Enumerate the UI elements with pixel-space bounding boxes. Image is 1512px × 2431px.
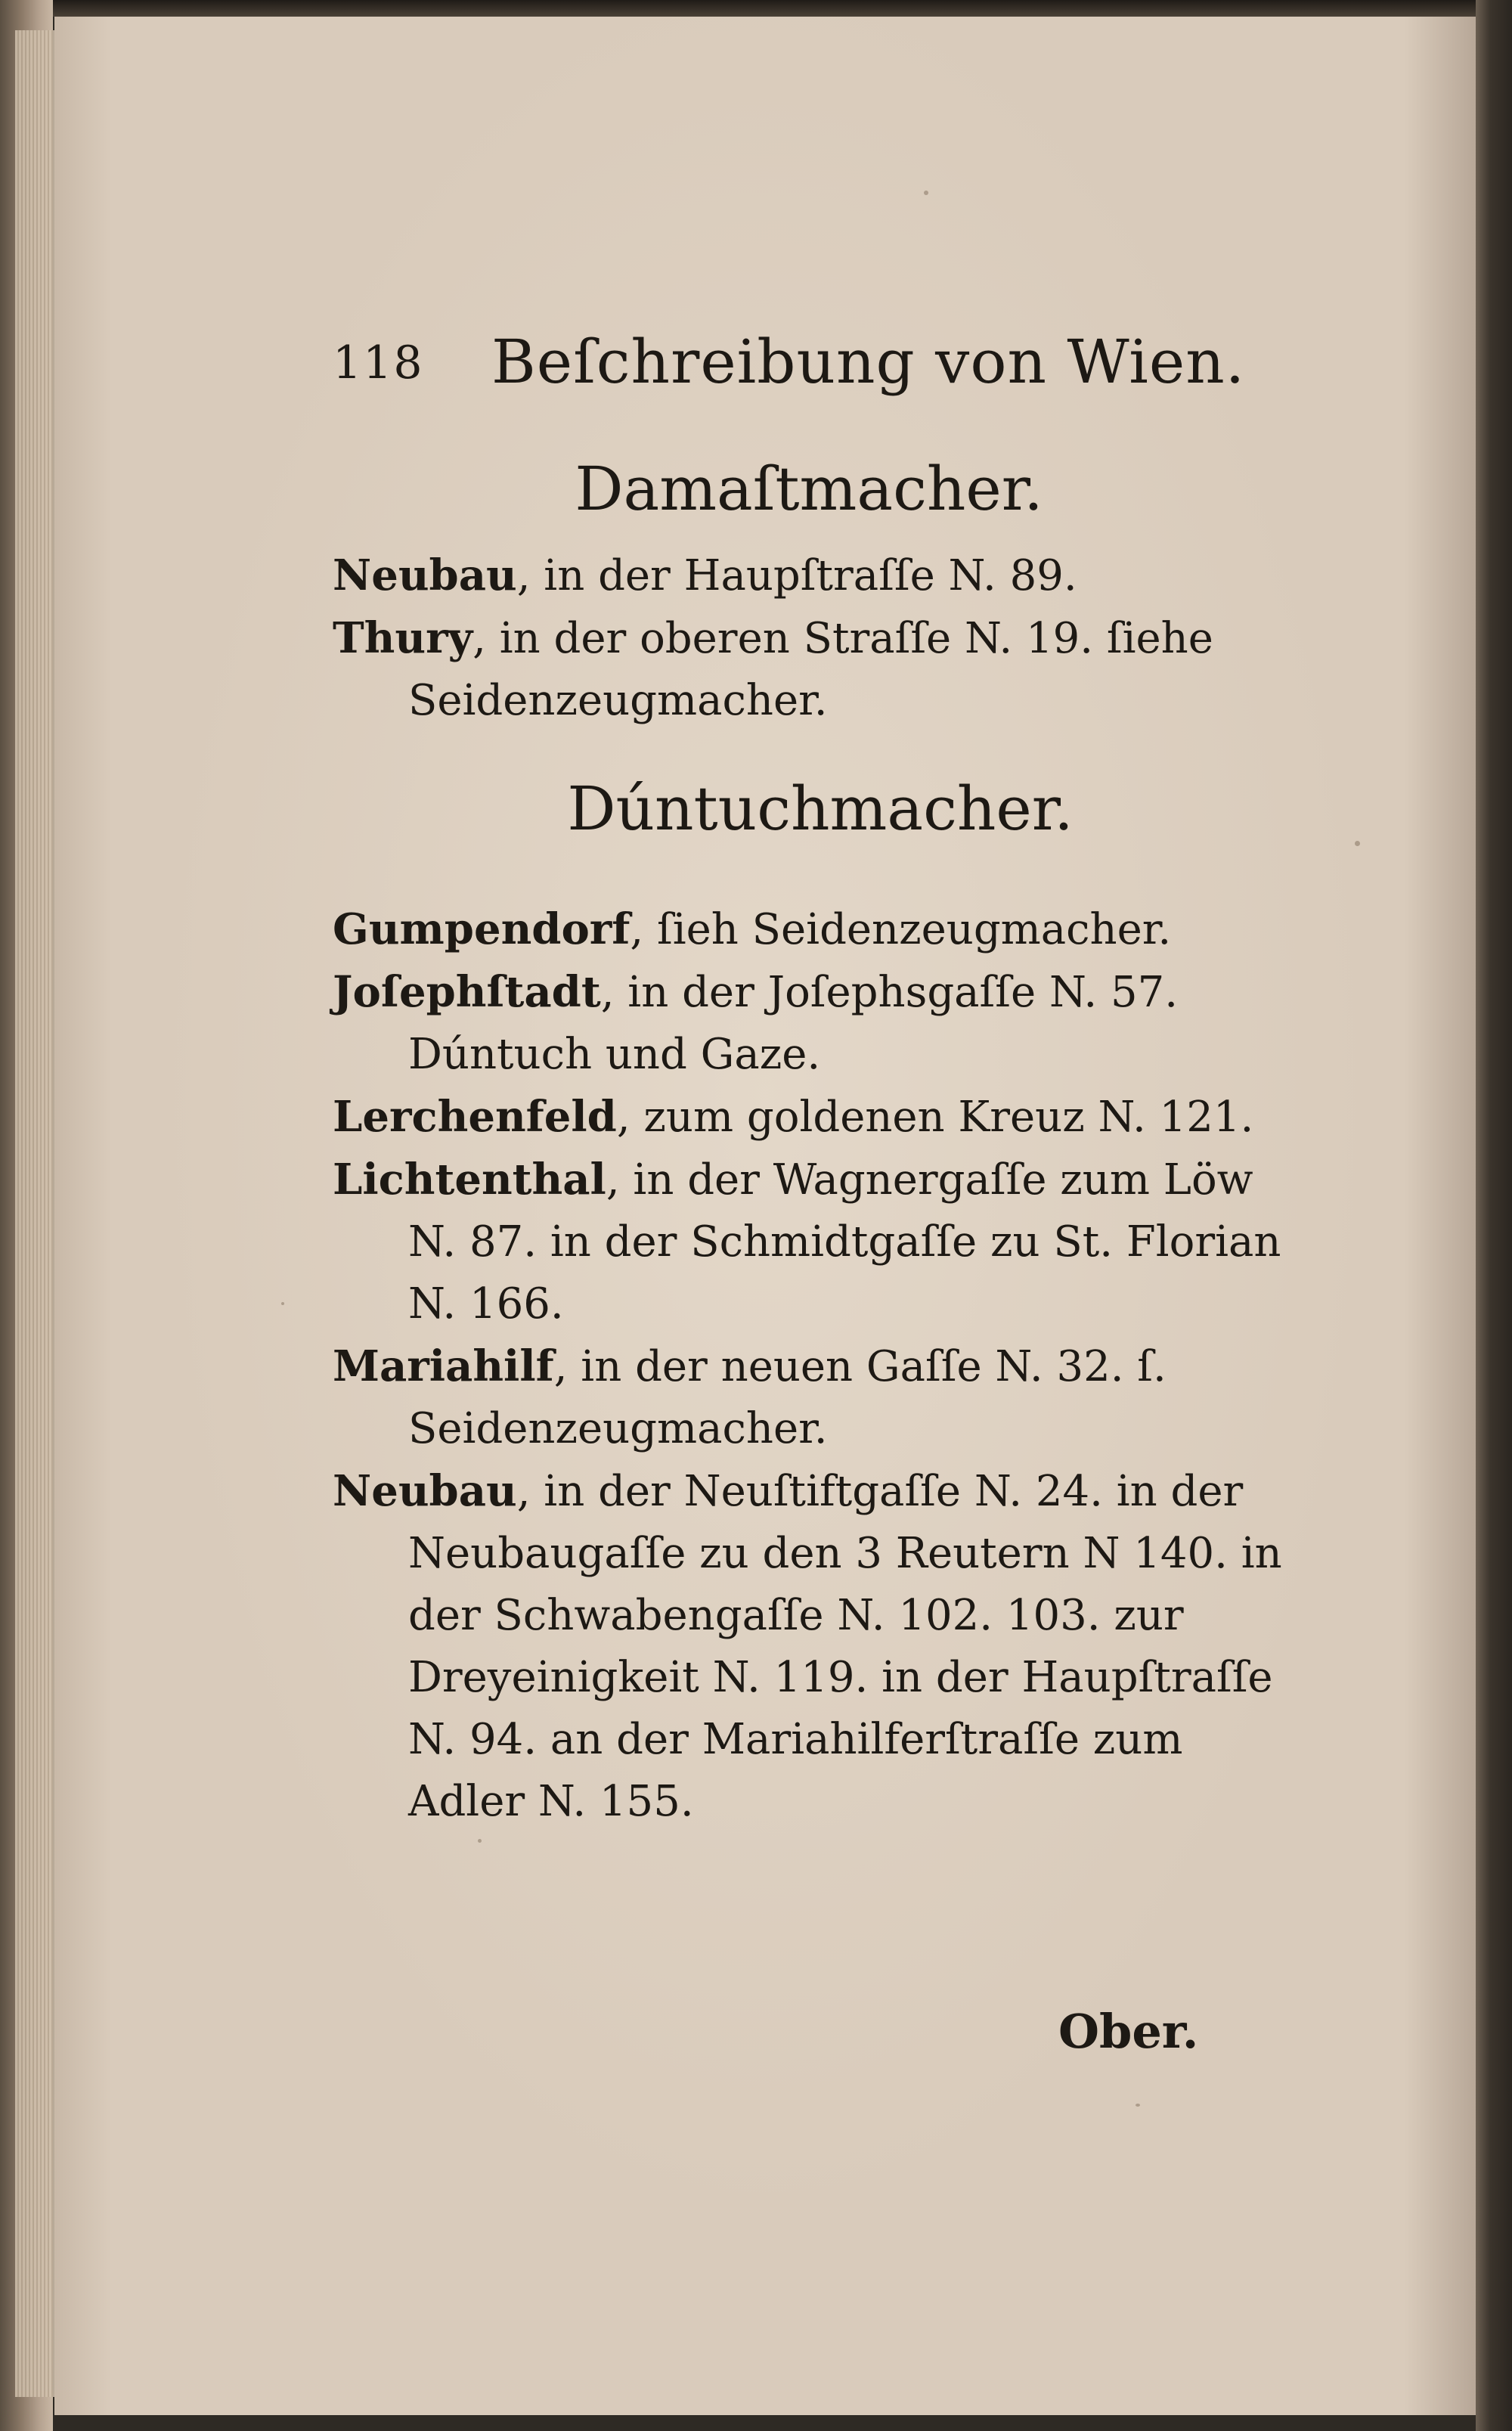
entry-text: , in der Neuſtiftgaſſe N. 24. in der Neubaugaſſe zu den 3 Reutern N 140. in der Schwabengaſſe N. 102. 103. zur Dreyeinigkeit N. 119. in der Haupſtraſſe N. 94. an der Mariahilferſtraſſe zum Adler N. 155. [408,1467,1282,1826]
paper-speck [281,1302,284,1305]
entry-text: , ſieh Seidenzeugmacher. [630,905,1172,954]
catchword: Ober. [1058,2004,1199,2059]
list-item [333,961,1285,1086]
list-item [333,1086,1285,1149]
section-title-damastmacher: Damaſtmacher. [575,454,1043,524]
page-stack [15,30,57,2397]
entry-text: , in der Haupſtraſſe N. 89. [516,551,1077,600]
paper-speck [1136,2104,1140,2107]
list-item [333,1335,1285,1460]
page-right-edge [1476,0,1512,2431]
scan-top-edge [0,0,1512,17]
entry-text: , in der Wagnergaſſe zum Löw N. 87. in der Schmidtgaſſe zu St. Florian N. 166. [408,1155,1281,1329]
paper-speck [1355,841,1360,846]
entry-text: , zum goldenen Kreuz N. 121. [616,1093,1254,1142]
entry-place: Gumpendorf [333,904,631,954]
entry-place: Lichtenthal [333,1155,606,1205]
entry-place: Mariahilf [333,1341,554,1391]
entry-place: Joſephſtadt [333,967,601,1017]
entry-place: Neubau [333,1466,517,1516]
paper-speck [924,191,928,195]
list-item [333,607,1285,732]
entry-place: Thury [333,613,473,663]
entry-text: , in der oberen Straſſe N. 19. ſiehe Seidenzeugmacher. [408,614,1213,725]
entry-place: Lerchenfeld [333,1092,617,1142]
page-number: 118 [333,336,424,389]
section-title-duntuchmacher: Dúntuchmacher. [567,774,1074,844]
entry-list-duntuchmacher [333,898,1285,1833]
entry-text: , in der Joſephsgaſſe N. 57. Dúntuch und Gaze. [408,968,1179,1079]
list-item [333,1460,1285,1833]
running-head [333,310,1285,397]
list-item [333,1149,1285,1335]
entry-list-damastmacher [333,544,1285,732]
running-title: Beſchreibung von Wien. [491,327,1246,397]
list-item [333,544,1285,607]
paper-speck [478,1839,482,1843]
entry-place: Neubau [333,550,517,600]
entry-text: , in der neuen Gaſſe N. 32. ſ. Seidenzeugmacher. [408,1342,1167,1453]
page-text [333,310,1285,2059]
list-item [333,898,1285,961]
